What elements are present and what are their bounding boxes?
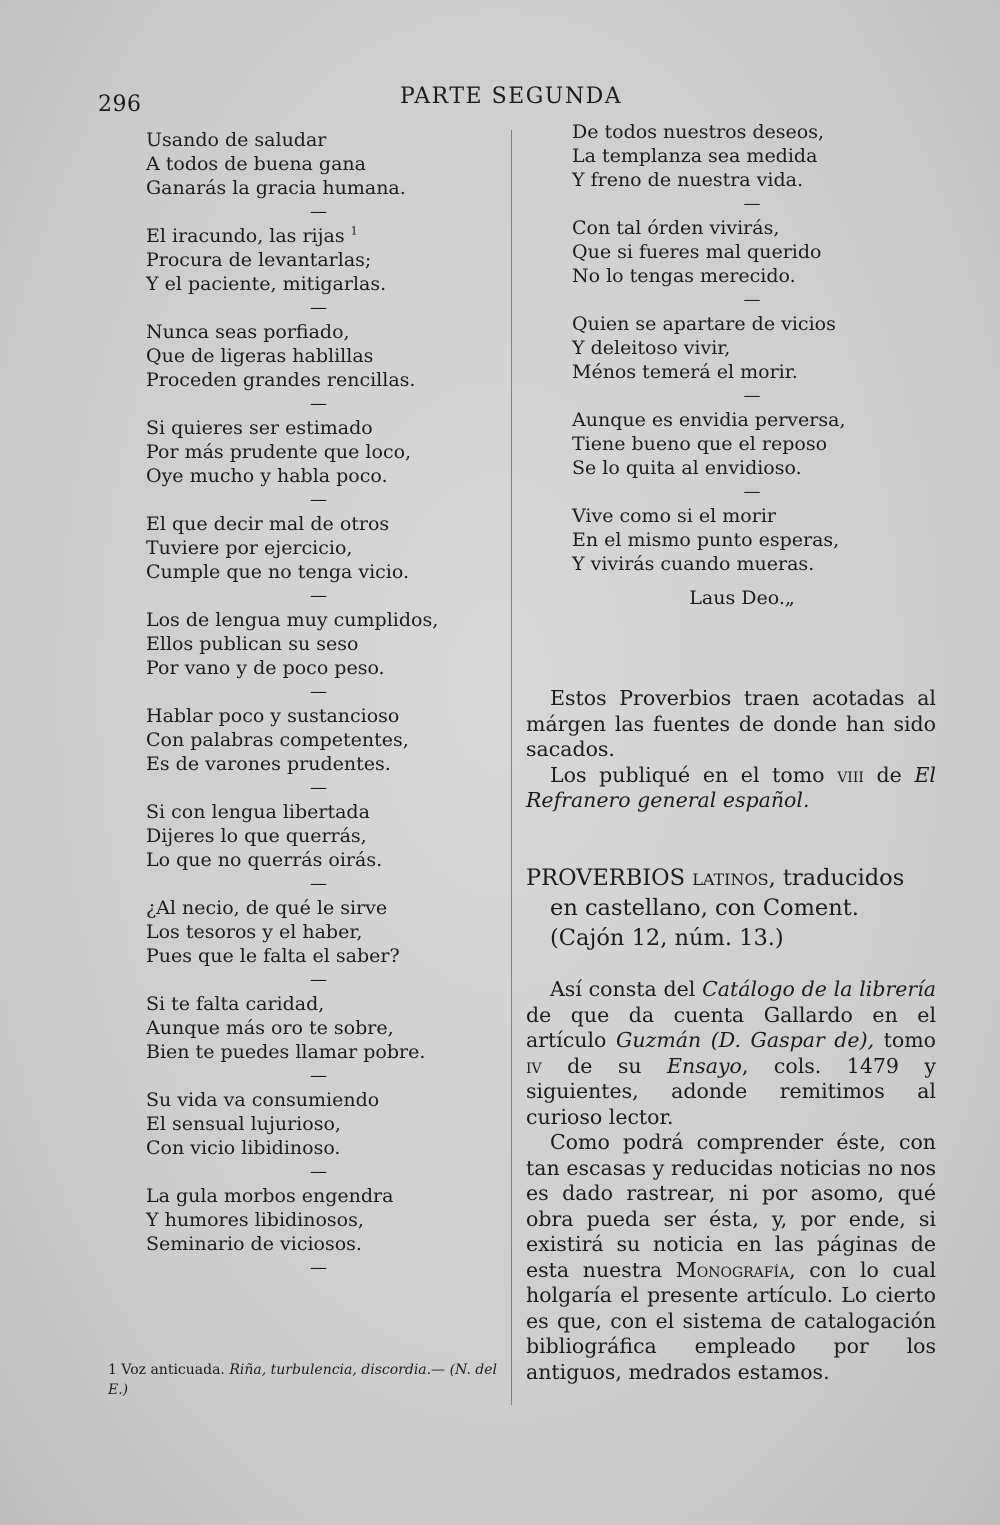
- stanza: [146, 800, 491, 872]
- stanza-separator: —: [310, 394, 327, 414]
- verse-line: Es de varones prudentes.: [146, 753, 391, 775]
- stanza-separator: —: [310, 298, 327, 318]
- stanza-separator: —: [310, 1258, 327, 1278]
- verse-line: Y humores libidinosos,: [146, 1209, 364, 1231]
- left-column: [146, 128, 491, 1280]
- book-title: El Refranero general español.: [526, 762, 936, 812]
- verse-line: ¿Al necio, de qué le sirve: [146, 897, 388, 919]
- text-run: de su: [541, 1053, 668, 1078]
- stanza-separator: —: [310, 1066, 327, 1086]
- verse-line: Y freno de nuestra vida.: [572, 169, 803, 191]
- verse-line: Se lo quita al envidioso.: [572, 457, 802, 479]
- verse-line: Tiene bueno que el reposo: [572, 433, 828, 455]
- verse-line: Su vida va consumiendo: [146, 1089, 380, 1111]
- stanza: [146, 512, 491, 584]
- verse-line: No lo tengas merecido.: [572, 265, 796, 287]
- text-run: Así consta del: [550, 977, 703, 1001]
- italic-title: Ensayo: [667, 1053, 742, 1078]
- stanza: [572, 120, 932, 192]
- italic-title: Guzmán (D. Gaspar de),: [615, 1028, 875, 1052]
- roman-numeral: viii: [837, 762, 864, 787]
- verse-line: Quien se apartare de vicios: [572, 313, 836, 335]
- stanza-separator: —: [310, 682, 327, 702]
- stanza: [146, 1088, 491, 1160]
- stanza-separator: —: [310, 874, 327, 894]
- verse-line: A todos de buena gana: [146, 153, 366, 175]
- verse-line: Usando de saludar: [146, 129, 327, 151]
- verse-line: Los de lengua muy cumplidos,: [146, 609, 439, 631]
- verse-line: La gula morbos engendra: [146, 1185, 394, 1207]
- footnote-italic: Riña, turbulencia, discordia.—: [229, 1362, 446, 1378]
- stanza: [572, 312, 932, 384]
- verse-line: Nunca seas porfiado,: [146, 321, 350, 343]
- stanza-separator: —: [743, 290, 761, 310]
- italic-title: Catálogo de la librería: [702, 977, 936, 1001]
- verse-line: Tuviere por ejercicio,: [146, 537, 353, 559]
- stanza: [572, 408, 932, 480]
- verse-line: Que si fueres mal querido: [572, 241, 822, 263]
- verse-line: Aunque más oro te sobre,: [146, 1017, 394, 1039]
- verse-line: De todos nuestros deseos,: [572, 121, 825, 143]
- text-run: , cols. 1479 y siguientes, adonde remitimos al curioso lector.: [526, 1053, 936, 1129]
- stanza: [146, 1184, 491, 1256]
- paragraph: [526, 763, 936, 814]
- text-run: Los publiqué en el tomo: [550, 762, 838, 787]
- verse-line: Si quieres ser estimado: [146, 417, 373, 439]
- stanza: [146, 992, 491, 1064]
- verse-line: Vive como si el morir: [572, 505, 776, 527]
- text-run: , con lo cual holgaría el presente artículo. Lo cierto es que, con el sistema de catalogación bibliográfica empleado por los antiguos, medrados estamos.: [526, 1257, 937, 1384]
- stanza-separator: —: [310, 490, 327, 510]
- verse-line: Ganarás la gracia humana.: [146, 177, 406, 199]
- verse-line: El sensual lujurioso,: [146, 1113, 341, 1135]
- stanza: [146, 224, 491, 296]
- stanza: [146, 704, 491, 776]
- section-heading: [526, 863, 936, 953]
- verse-line: Y vivirás cuando mueras.: [572, 553, 815, 575]
- stanza: [146, 320, 491, 392]
- footnote-marker: 1: [350, 224, 358, 238]
- small-caps-word: Monografía: [675, 1257, 790, 1282]
- verse-line: Si te falta caridad,: [146, 993, 325, 1015]
- verse-line: Por vano y de poco peso.: [146, 657, 385, 679]
- footnote: [108, 1360, 503, 1400]
- verse-line: Procura de levantarlas;: [146, 249, 372, 271]
- footnote-editor: (N. del E.): [108, 1362, 498, 1398]
- text-run: de que da cuenta Gallardo en el artículo: [526, 1002, 936, 1052]
- verse-line: Oye mucho y habla poco.: [146, 465, 388, 487]
- verse-line: Los tesoros y el haber,: [146, 921, 363, 943]
- stanza-separator: —: [743, 386, 761, 406]
- stanza: [572, 504, 932, 576]
- verse-line: Si con lengua libertada: [146, 801, 370, 823]
- heading-text: PROVERBIOS: [526, 865, 693, 891]
- paragraph: [526, 1130, 936, 1385]
- verse-line: Ménos temerá el morir.: [572, 361, 798, 383]
- verse-line: Hablar poco y sustancioso: [146, 705, 400, 727]
- stanza-separator: —: [310, 202, 327, 222]
- paragraph: [526, 977, 936, 1130]
- stanza-separator: —: [310, 970, 327, 990]
- verse-line: [146, 224, 491, 248]
- text-run: tomo: [874, 1028, 936, 1052]
- stanza-separator: —: [743, 482, 761, 502]
- stanza: [572, 216, 932, 288]
- verse-line: Dijeres lo que querrás,: [146, 825, 367, 847]
- stanza: [146, 896, 491, 968]
- prose-block-commentary: [526, 977, 936, 1385]
- column-divider: [511, 130, 512, 1405]
- paragraph: Estos Proverbios traen acotadas al márgen las fuentes de donde han sido sacados.: [526, 686, 936, 761]
- verse-line: En el mismo punto esperas,: [572, 529, 840, 551]
- stanza: [146, 608, 491, 680]
- stanza-separator: —: [310, 778, 327, 798]
- verse-line: Proceden grandes rencillas.: [146, 369, 416, 391]
- heading-line: [526, 863, 936, 893]
- verse-text: El iracundo, las rijas: [146, 225, 345, 247]
- verse-line: Con vicio libidinoso.: [146, 1137, 341, 1159]
- verse-line: La templanza sea medida: [572, 145, 818, 167]
- stanza-separator: —: [310, 1162, 327, 1182]
- heading-continuation: en castellano, con Coment. (Cajón 12, núm. 13.): [550, 895, 859, 951]
- verse-line: Con palabras competentes,: [146, 729, 409, 751]
- roman-numeral: iv: [526, 1053, 542, 1078]
- running-head: PARTE SEGUNDA: [400, 84, 623, 109]
- verse-line: Pues que le falta el saber?: [146, 945, 400, 967]
- verse-line: Lo que no querrás oirás.: [146, 849, 383, 871]
- closing-laus-deo: Laus Deo.„: [689, 587, 795, 609]
- prose-block-sources: [526, 686, 936, 814]
- stanza-separator: —: [743, 194, 761, 214]
- verse-line: Cumple que no tenga vicio.: [146, 561, 410, 583]
- text-run: Como podrá comprender éste, con tan escasas y reducidas noticias no nos es dado rastrear, ni por asomo, qué obra pueda ser ésta, y, por ende, si existirá su noticia en las páginas de esta nuestra: [526, 1130, 936, 1282]
- verse-line: Seminario de viciosos.: [146, 1233, 362, 1255]
- verse-line: Por más prudente que loco,: [146, 441, 412, 463]
- stanza: [146, 128, 491, 200]
- stanza: [146, 416, 491, 488]
- text-run: de: [863, 762, 915, 787]
- footnote-number: 1: [108, 1362, 117, 1378]
- verse-line: Y el paciente, mitigarlas.: [146, 273, 387, 295]
- verse-line: Aunque es envidia perversa,: [572, 409, 846, 431]
- verse-line: El que decir mal de otros: [146, 513, 390, 535]
- heading-text: , traducidos: [768, 865, 905, 891]
- verse-line: Que de ligeras hablillas: [146, 345, 374, 367]
- stanza-separator: —: [310, 586, 327, 606]
- right-column: [572, 120, 932, 610]
- verse-line: Y deleitoso vivir,: [572, 337, 731, 359]
- page-number: 296: [98, 92, 142, 117]
- verse-line: Ellos publican su seso: [146, 633, 359, 655]
- footnote-text: Voz anticuada.: [121, 1362, 225, 1378]
- verse-line: Bien te puedes llamar pobre.: [146, 1041, 426, 1063]
- verse-line: Con tal órden vivirás,: [572, 217, 780, 239]
- heading-small-caps: latinos: [692, 865, 769, 891]
